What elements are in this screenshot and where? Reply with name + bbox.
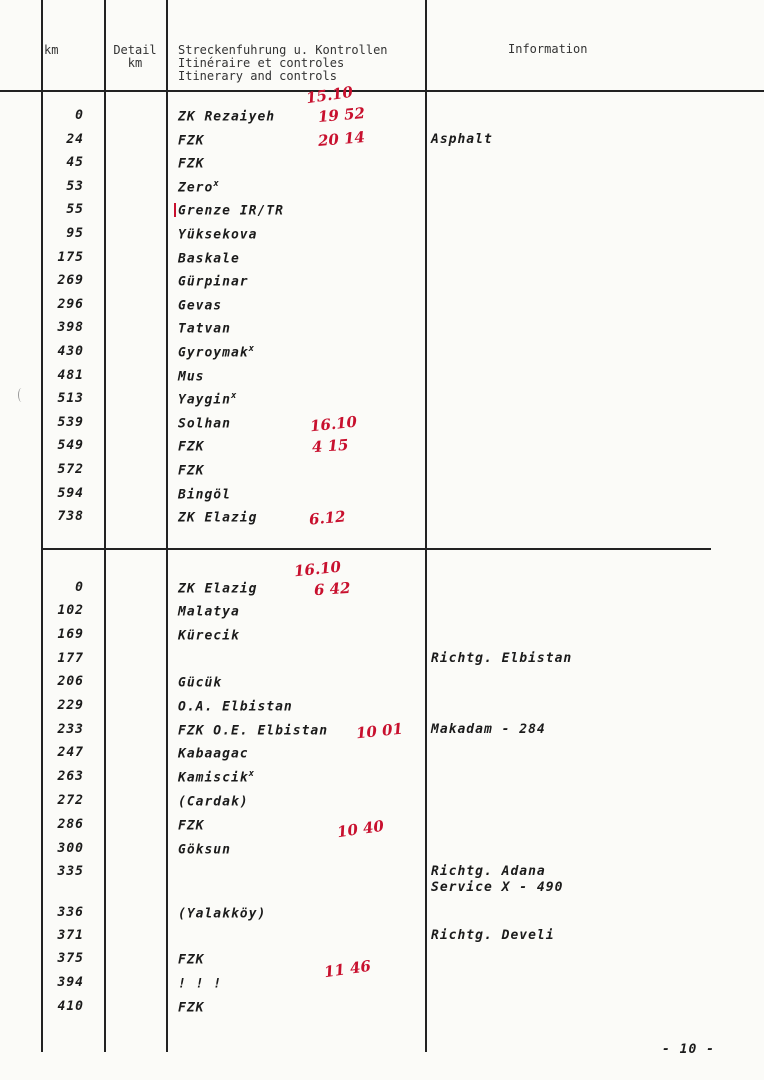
row-km: 53 [66,178,84,194]
row-place [178,202,284,218]
handwritten-time: 10 40 [335,816,386,842]
row-place [178,580,257,596]
route-row [0,905,764,927]
row-place-footnote: x [230,391,238,402]
row-km: 272 [57,793,84,808]
header-km: km [44,43,59,57]
row-km: 398 [57,320,84,336]
row-km: 539 [57,414,84,430]
page-number: - 10 - [662,1042,715,1057]
row-place-text: FZK [178,818,205,834]
row-km: 410 [57,999,84,1014]
handwritten-date: 15.10 [304,82,355,108]
row-place-text: Mus [178,368,205,384]
row-km: 55 [66,202,84,218]
row-km: 336 [57,905,84,920]
handwritten-date: 16.10 [309,412,358,436]
route-row [0,273,764,295]
row-place [178,179,220,195]
row-place-text: ZK Elazig [178,581,258,597]
row-place-text: Gevas [178,298,223,314]
row-km: 394 [57,975,84,990]
row-km: 177 [57,651,84,666]
handwritten-date: 16.10 [293,557,342,581]
row-km: 738 [57,509,84,525]
route-row [0,297,764,319]
row-place-text: ZK Rezaiyeh [178,109,276,125]
row-km: 175 [57,249,84,265]
row-place [178,793,249,809]
row-km: 206 [57,674,84,689]
route-row [0,580,764,602]
row-km: 300 [57,841,84,856]
row-place-footnote: x [248,344,256,354]
row-place [178,698,293,714]
row-place [178,297,222,313]
row-place-text: Bingöl [178,486,231,502]
row-km: 24 [66,131,84,147]
row-km: 269 [57,273,84,289]
row-information: Richtg. Elbistan [431,651,573,666]
row-place-text: FZK [178,952,205,968]
row-place-text: FZK [178,156,205,172]
row-place-text: Kamiscik [178,770,249,786]
row-km: 371 [57,928,84,943]
row-place [178,745,249,761]
row-place [178,975,222,991]
row-place [178,627,240,643]
route-row [0,928,764,950]
row-km: 513 [57,391,84,407]
route-row [0,975,764,997]
route-row [0,368,764,390]
row-place [178,132,204,148]
route-row [0,202,764,224]
row-km: 375 [57,951,84,966]
row-place-text: Zero [178,180,214,196]
route-row [0,179,764,201]
row-km: 229 [57,698,84,713]
row-place-text: Tatvan [178,321,231,337]
row-place [178,438,204,454]
row-place [178,368,204,384]
route-row [0,226,764,248]
route-row [0,344,764,366]
row-place-text: FZK [178,1000,205,1016]
row-place [178,108,275,124]
route-row [0,391,764,413]
row-place [178,226,257,242]
row-km: 335 [57,864,84,879]
row-place-text: Yüksekova [178,227,258,243]
route-row [0,627,764,649]
row-km: 95 [66,226,84,241]
row-km: 549 [57,438,84,454]
row-km: 102 [57,603,84,618]
route-row [0,864,764,895]
row-place-footnote: x [213,178,220,189]
row-place-text: Kürecik [178,628,240,644]
row-place [178,999,204,1015]
route-row [0,603,764,625]
row-place-text: (Cardak) [178,794,249,810]
row-km: 430 [57,344,84,359]
row-km: 0 [75,580,84,595]
row-place-text: Gücük [178,675,223,691]
row-place-text: FZK [178,439,205,455]
route-row [0,132,764,154]
row-place-text: Baskale [178,250,240,266]
route-row [0,999,764,1021]
route-row [0,486,764,508]
row-place [178,817,204,833]
row-place-text: (Yalakköy) [178,906,267,922]
row-km: 233 [57,722,84,737]
row-place-text: FZK [178,132,205,148]
row-place [178,250,240,266]
row-place [178,722,328,738]
row-km: 481 [57,367,84,383]
handwritten-time: 19 52 [317,103,366,127]
row-place-text: ! ! ! [178,976,223,992]
handwritten-time: 11 46 [322,956,373,982]
row-place-text: Grenze IR/TR [178,203,284,219]
row-place [178,509,257,525]
row-place-text: Yaygin [178,392,231,408]
route-row [0,951,764,973]
row-place-text: Gürpinar [178,274,249,290]
row-place-text: Solhan [178,416,231,432]
row-information: Asphalt [431,131,493,147]
header-information: Information [508,42,588,56]
row-place-text: Göksun [178,842,231,858]
row-place-text: FZK [178,463,205,479]
route-row [0,435,764,460]
header-route: Streckenfuhrung u. Kontrollen Itinéraire et controles Itinerary and controls [178,43,388,83]
row-place-text: FZK O.E. Elbistan [178,723,329,739]
row-place-text: Malatya [178,604,240,620]
handwritten-time: 4 15 [311,435,350,457]
row-place [178,462,204,478]
row-information: Richtg. Develi [431,928,555,943]
row-km: 45 [66,155,84,171]
row-place [178,841,231,857]
row-place [178,769,255,785]
row-km: 572 [57,462,84,477]
row-place-text: O.A. Elbistan [178,699,293,715]
row-place [178,603,240,619]
row-place-text: Gyroymak [178,345,249,361]
row-km: 169 [57,627,84,642]
route-row [0,250,764,272]
route-row [0,155,764,177]
row-place [178,415,231,431]
route-row [0,769,764,791]
route-row [0,108,764,130]
route-row [0,841,764,863]
row-place [178,344,255,360]
row-place [178,486,231,502]
header-rule [0,90,764,92]
row-km: 0 [75,108,84,123]
handwritten-time: 6 42 [313,578,352,600]
route-row [0,698,764,720]
row-place-text: ZK Elazig [178,510,258,526]
row-place [178,155,204,171]
route-row [0,509,764,531]
route-row [0,651,764,673]
row-place [178,905,266,921]
route-row [0,462,764,484]
row-information: Makadam - 284 [431,722,546,737]
row-km: 286 [57,817,84,832]
row-km: 594 [57,485,84,501]
row-place [178,674,222,690]
row-km: 247 [57,745,84,760]
route-row [0,412,764,437]
handwritten-time: 20 14 [317,127,366,151]
row-place [178,951,204,967]
row-place-text: Kabaagac [178,746,249,762]
route-row [0,674,764,696]
row-km: 296 [57,296,84,312]
row-information: Richtg. Adana Service X - 490 [431,864,564,895]
handwritten-time: 6.12 [308,507,347,529]
route-row [0,745,764,767]
row-place [178,320,231,336]
route-row [0,793,764,815]
row-place [178,273,249,289]
row-km: 263 [57,769,84,784]
row-place [178,391,237,407]
red-pen-mark [174,203,176,217]
section-divider [41,548,711,550]
handwritten-time: 10 01 [355,719,404,743]
route-row [0,320,764,342]
header-detail-km: Detail km [113,43,157,70]
row-place-footnote: x [248,769,256,779]
